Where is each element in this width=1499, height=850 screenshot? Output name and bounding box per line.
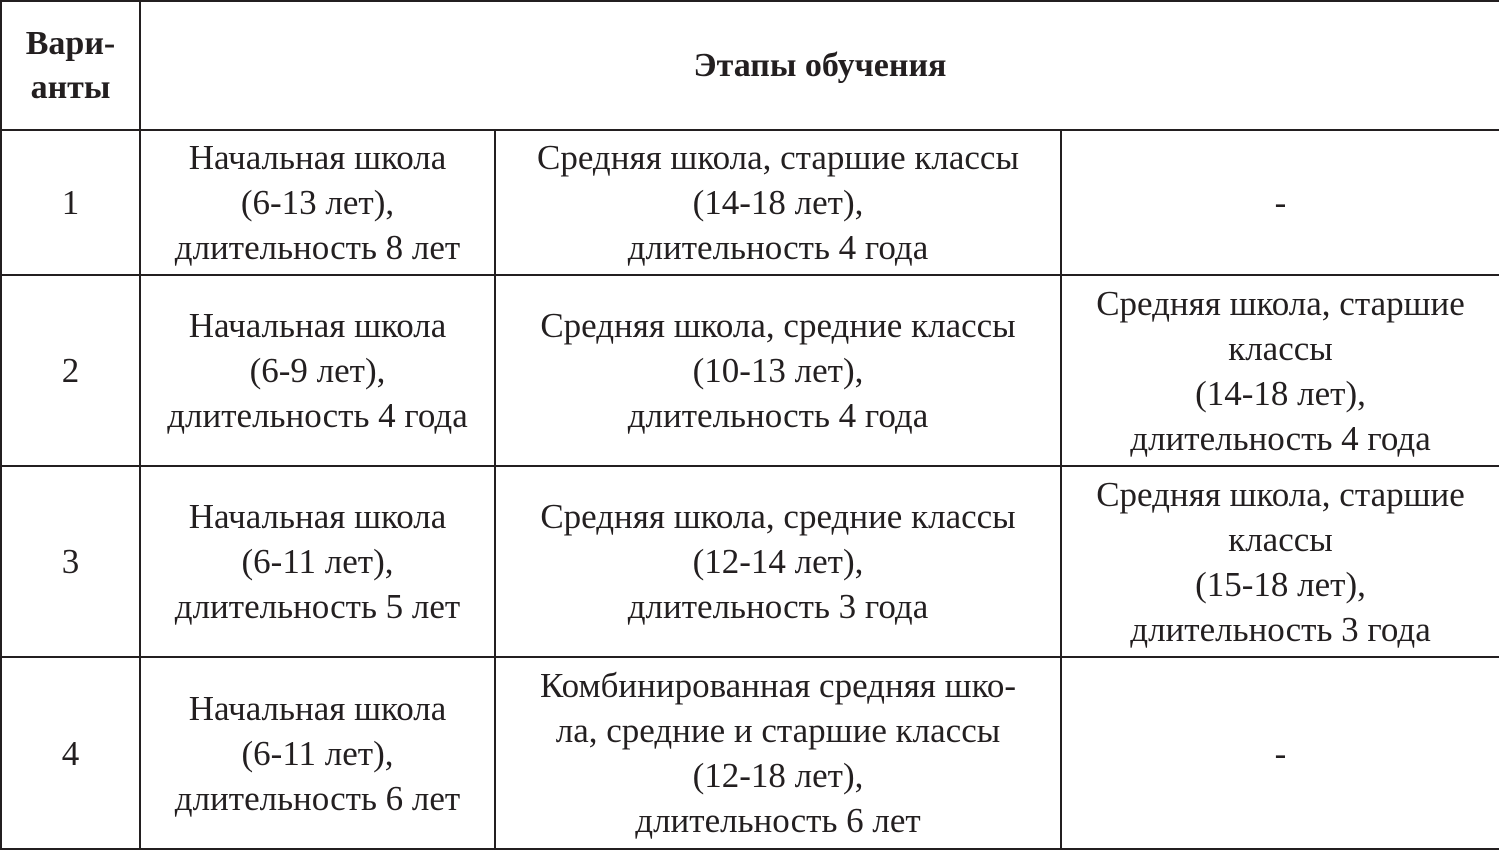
cell-line: (12-14 лет), — [692, 542, 864, 581]
stage-cell-third — [1061, 130, 1499, 275]
cell-line: длительность 4 года — [167, 396, 468, 435]
cell-line: (6-9 лет), — [249, 351, 386, 390]
cell-line: Начальная школа — [188, 138, 447, 177]
cell-line: длительность 4 года — [627, 228, 929, 267]
stage-cell-secondary — [495, 657, 1061, 849]
cell-line: длительность 5 лет — [174, 587, 461, 626]
variant-cell: 1 — [1, 130, 140, 275]
header-variants — [1, 1, 140, 130]
cell-line: классы — [1228, 328, 1333, 368]
cell-line: (6-13 лет), — [240, 183, 395, 222]
table-row — [1, 130, 1499, 275]
stage-cell-third — [1061, 466, 1499, 657]
cell-line: - — [1274, 183, 1287, 222]
cell-line: Средняя школа, старшие — [1096, 474, 1465, 514]
cell-line: (15-18 лет), — [1195, 564, 1366, 604]
cell-line: Начальная школа — [188, 688, 447, 728]
cell-line: (6-11 лет), — [241, 733, 394, 773]
cell-line: Средняя школа, старшие — [1096, 283, 1465, 323]
variant-cell: 4 — [1, 657, 140, 849]
cell-line: длительность 4 года — [627, 396, 929, 435]
header-stages: Этапы обучения — [140, 1, 1499, 130]
cell-line: Начальная школа — [188, 306, 447, 345]
cell-line: классы — [1228, 519, 1333, 559]
cell-line: ла, средние и старшие классы — [555, 711, 1001, 750]
cell-line: (14-18 лет), — [692, 183, 864, 222]
stage-cell-secondary — [495, 130, 1061, 275]
cell-line: (12-18 лет), — [692, 756, 864, 795]
cell-line: длительность 6 лет — [635, 801, 921, 840]
stage-cell-primary — [140, 657, 495, 849]
stage-cell-secondary — [495, 275, 1061, 466]
stage-cell-primary — [140, 275, 495, 466]
stage-cell-secondary — [495, 466, 1061, 657]
header-variants-line: анты — [30, 68, 111, 106]
table-row — [1, 466, 1499, 657]
cell-line: длительность 6 лет — [174, 778, 461, 818]
cell-line: длительность 4 года — [1130, 418, 1431, 458]
cell-line: Средняя школа, средние классы — [540, 306, 1016, 345]
stage-cell-third — [1061, 275, 1499, 466]
cell-line: (10-13 лет), — [692, 351, 864, 390]
cell-line: длительность 3 года — [627, 587, 929, 626]
variant-cell: 3 — [1, 466, 140, 657]
cell-line: Средняя школа, старшие классы — [537, 138, 1019, 177]
table-row — [1, 657, 1499, 849]
cell-line: (6-11 лет), — [241, 542, 394, 581]
cell-line: Начальная школа — [188, 497, 447, 536]
table-header-row — [1, 1, 1499, 130]
stage-cell-third — [1061, 657, 1499, 849]
cell-line: Комбинированная средняя шко- — [540, 666, 1016, 705]
cell-line: (14-18 лет), — [1195, 373, 1366, 413]
cell-line: длительность 3 года — [1130, 609, 1431, 649]
table-row — [1, 275, 1499, 466]
stage-cell-primary — [140, 130, 495, 275]
cell-line: длительность 8 лет — [174, 228, 461, 267]
stage-cell-primary — [140, 466, 495, 657]
variant-cell: 2 — [1, 275, 140, 466]
cell-line: Средняя школа, средние классы — [540, 497, 1016, 536]
header-variants-line: Вари- — [25, 24, 116, 62]
cell-line: - — [1274, 733, 1287, 773]
